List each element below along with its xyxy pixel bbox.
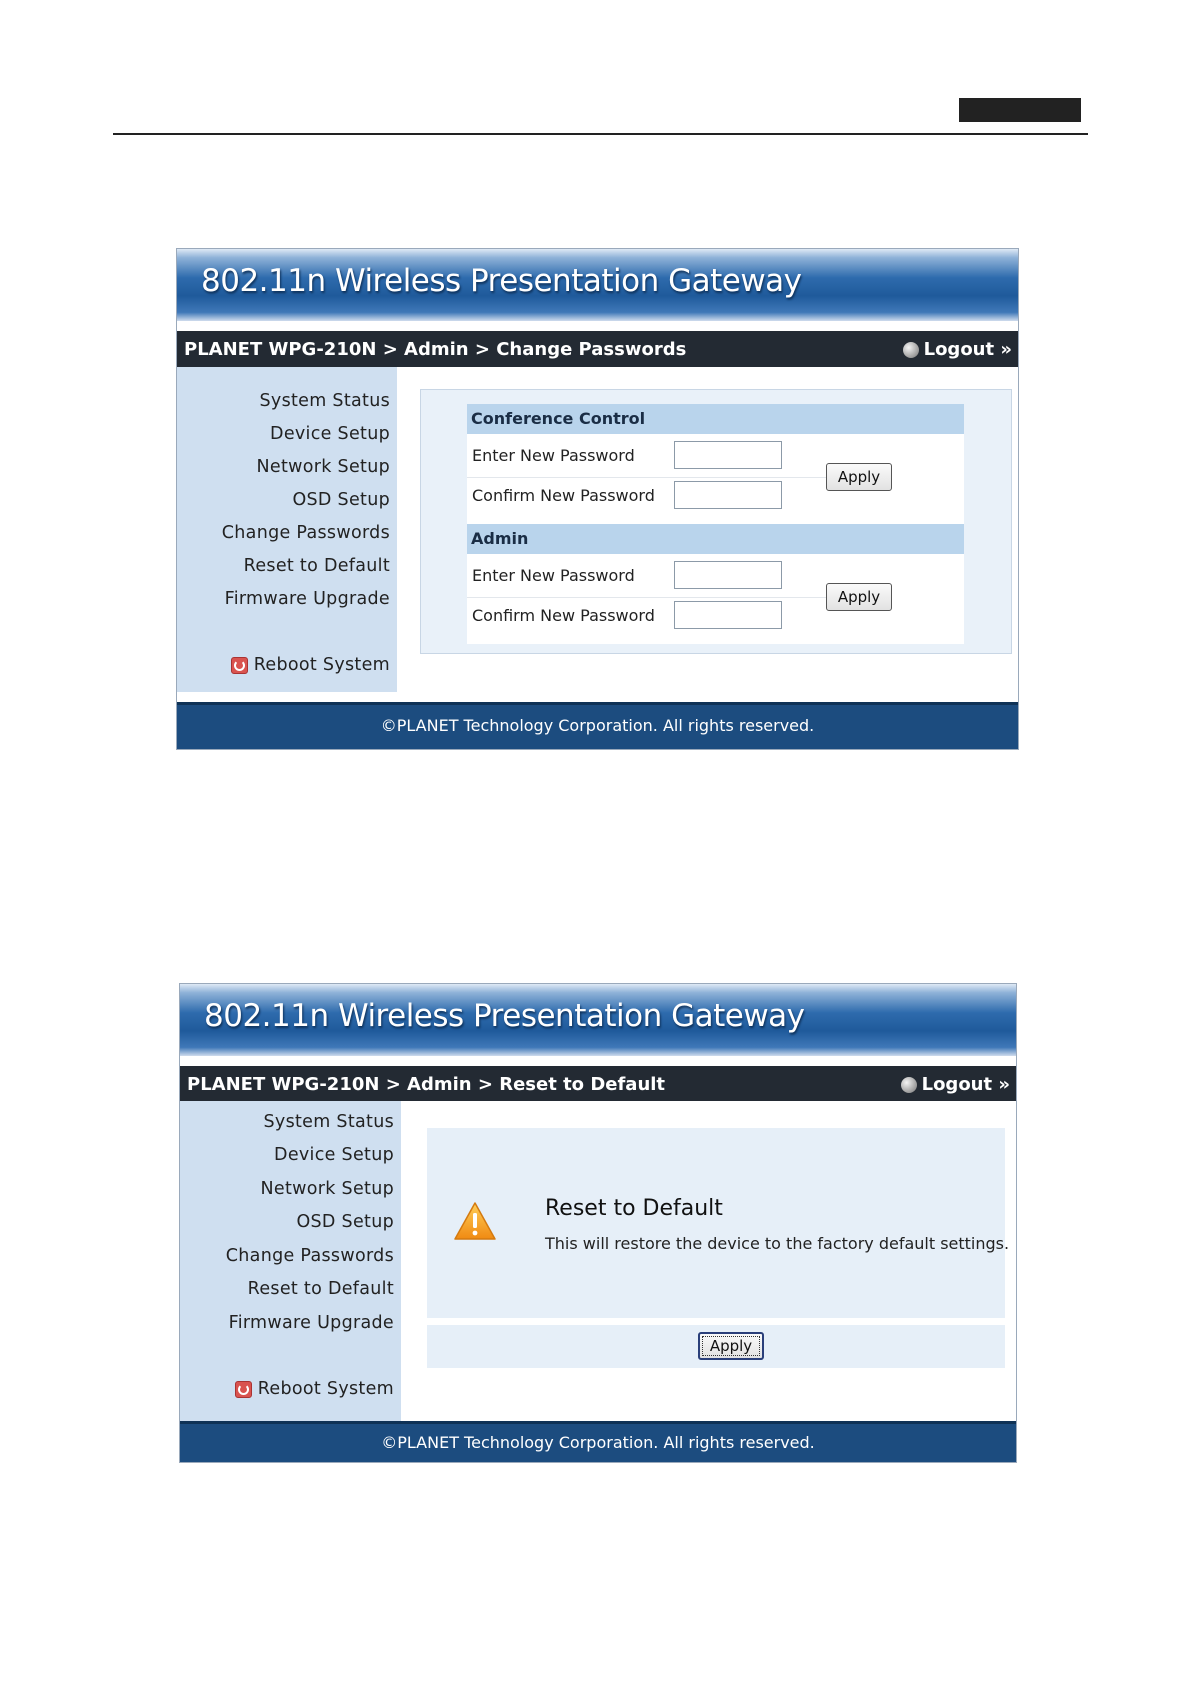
admin-header: Admin [467, 524, 964, 554]
conference-enter-password-input[interactable] [674, 441, 782, 469]
conference-control-section [467, 434, 964, 524]
sidebar-item-device-setup[interactable]: Device Setup [274, 1145, 394, 1165]
sidebar-item-reset-to-default[interactable]: Reset to Default [247, 1279, 394, 1299]
admin-enter-password-label: Enter New Password [472, 566, 635, 585]
conference-enter-password-label: Enter New Password [472, 446, 635, 465]
logout-link[interactable] [901, 1074, 1010, 1095]
gateway-title: 802.11n Wireless Presentation Gateway [201, 263, 802, 299]
nav-bar [177, 331, 1018, 367]
sidebar-item-change-passwords[interactable]: Change Passwords [221, 523, 390, 543]
logout-link[interactable] [903, 339, 1012, 360]
sidebar-item-osd-setup[interactable]: OSD Setup [292, 490, 390, 510]
reset-title: Reset to Default [545, 1196, 723, 1221]
logout-label: Logout » [923, 339, 1012, 360]
page-header-rule [113, 133, 1088, 135]
gateway-banner [180, 984, 1016, 1056]
admin-confirm-password-input[interactable] [674, 601, 782, 629]
conference-confirm-password-input[interactable] [674, 481, 782, 509]
logout-label: Logout » [921, 1074, 1010, 1095]
breadcrumb: PLANET WPG-210N > Admin > Reset to Default [187, 1074, 666, 1095]
sidebar-item-reset-to-default[interactable]: Reset to Default [243, 556, 390, 576]
apply-bar [427, 1325, 1005, 1368]
sidebar [177, 367, 397, 692]
copyright-text: ©PLANET Technology Corporation. All rights reserved. [380, 716, 815, 735]
sidebar-item-system-status[interactable]: System Status [263, 1112, 394, 1132]
sidebar-item-reboot-system[interactable] [231, 655, 390, 675]
admin-confirm-password-label: Confirm New Password [472, 606, 655, 625]
power-icon [231, 657, 248, 674]
reboot-label: Reboot System [257, 1379, 394, 1399]
sidebar-item-network-setup[interactable]: Network Setup [260, 1179, 394, 1199]
footer [180, 1421, 1016, 1462]
sidebar-item-firmware-upgrade[interactable]: Firmware Upgrade [228, 1313, 394, 1333]
sidebar-item-device-setup[interactable]: Device Setup [270, 424, 390, 444]
sidebar-item-network-setup[interactable]: Network Setup [256, 457, 390, 477]
screenshot-change-passwords [176, 248, 1019, 750]
power-icon [235, 1381, 252, 1398]
page-header-block [959, 98, 1081, 122]
gateway-title: 802.11n Wireless Presentation Gateway [204, 998, 805, 1034]
footer [177, 702, 1018, 749]
reset-apply-button[interactable]: Apply [698, 1332, 764, 1360]
sidebar-item-firmware-upgrade[interactable]: Firmware Upgrade [224, 589, 390, 609]
admin-enter-password-input[interactable] [674, 561, 782, 589]
sidebar-item-reboot-system[interactable] [235, 1379, 394, 1399]
conference-confirm-password-label: Confirm New Password [472, 486, 655, 505]
admin-apply-button[interactable]: Apply [826, 583, 892, 611]
reset-panel [427, 1128, 1010, 1318]
sidebar [180, 1101, 401, 1423]
sidebar-item-system-status[interactable]: System Status [259, 391, 390, 411]
password-panel [420, 389, 1012, 654]
screenshot-reset-to-default [179, 983, 1017, 1463]
nav-bar [180, 1066, 1016, 1101]
conference-apply-button[interactable]: Apply [826, 463, 892, 491]
reboot-label: Reboot System [253, 655, 390, 675]
gateway-banner [177, 249, 1018, 321]
breadcrumb: PLANET WPG-210N > Admin > Change Passwords [184, 339, 687, 360]
sidebar-item-change-passwords[interactable]: Change Passwords [225, 1246, 394, 1266]
sidebar-item-osd-setup[interactable]: OSD Setup [296, 1212, 394, 1232]
logout-icon [901, 1077, 917, 1093]
copyright-text: ©PLANET Technology Corporation. All rights reserved. [381, 1433, 815, 1452]
logout-icon [903, 342, 919, 358]
conference-control-header: Conference Control [467, 404, 964, 434]
warning-triangle-icon [453, 1201, 497, 1241]
reset-description: This will restore the device to the factory default settings. [545, 1234, 1010, 1253]
admin-section [467, 554, 964, 644]
